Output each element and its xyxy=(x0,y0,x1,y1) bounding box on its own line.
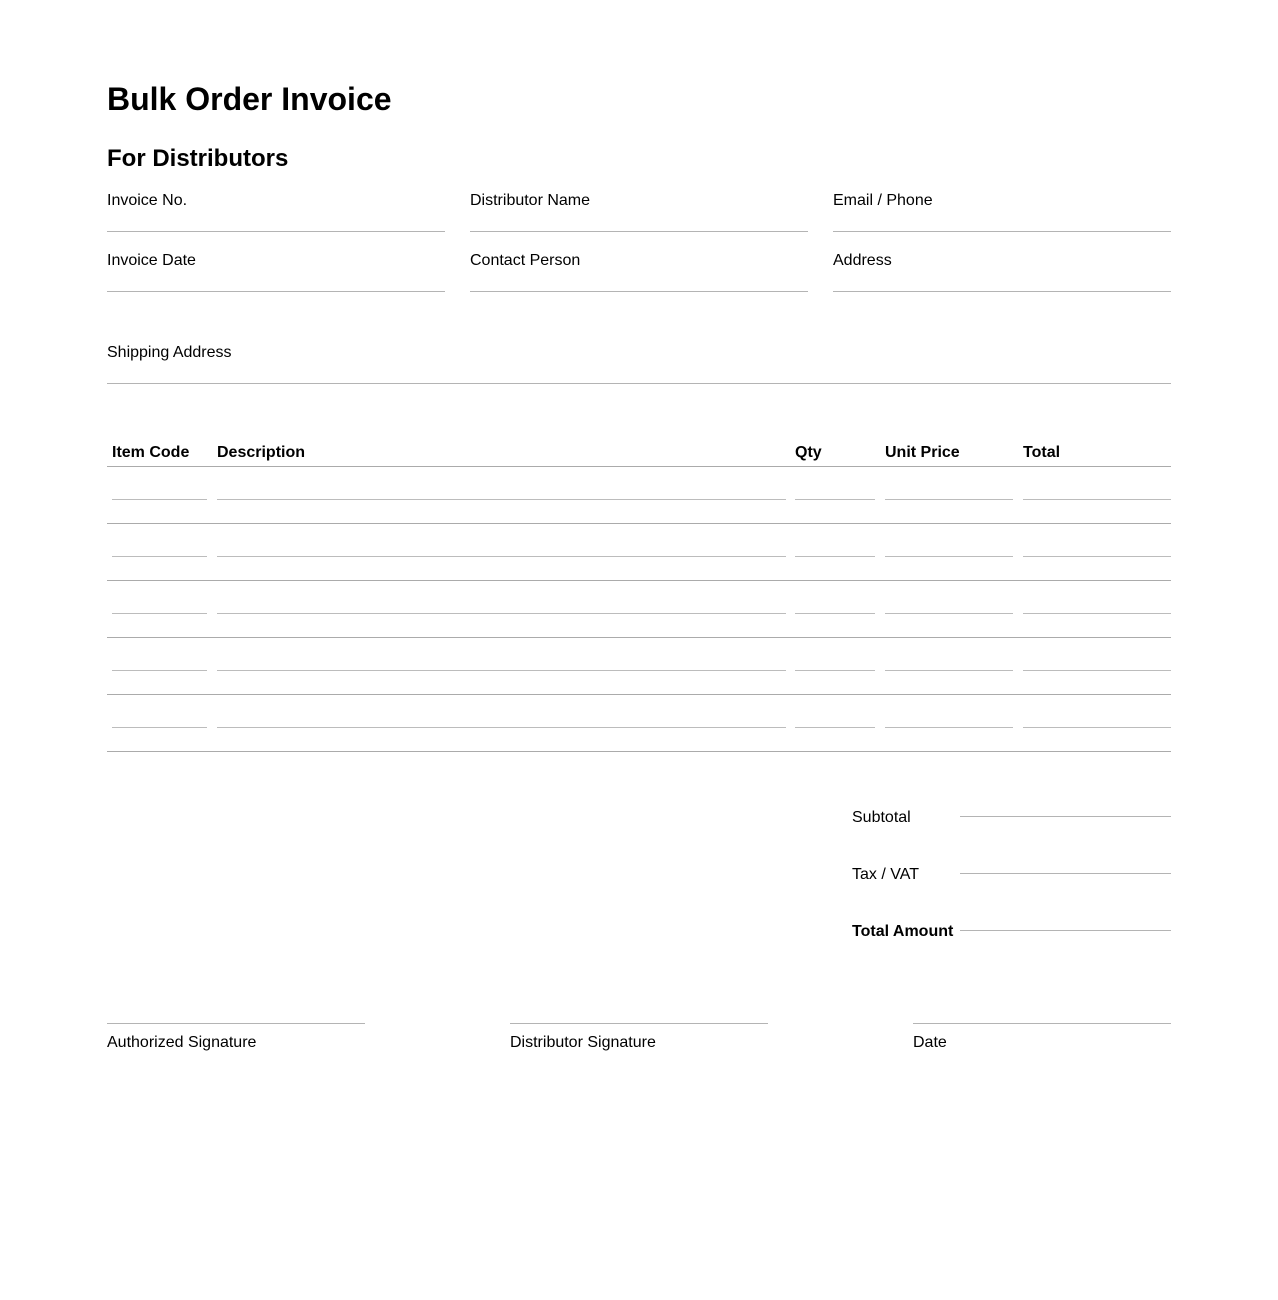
item-code-blank xyxy=(112,727,207,728)
authorized-signature-label: Authorized Signature xyxy=(107,1034,257,1051)
field-contact-person xyxy=(470,251,808,292)
distributor-name-blank xyxy=(470,210,808,232)
tax-vat-blank xyxy=(960,865,1171,874)
total-amount-row xyxy=(852,922,1171,941)
col-header-unit-price: Unit Price xyxy=(885,444,960,461)
subtotal-row xyxy=(852,808,1171,827)
distributor-signature-block xyxy=(510,1023,768,1052)
description-blank xyxy=(217,556,786,557)
invoice-date-blank xyxy=(107,270,445,292)
invoice-no-blank xyxy=(107,210,445,232)
field-email-phone xyxy=(833,191,1171,232)
items-table-header xyxy=(107,443,1171,467)
description-blank xyxy=(217,613,786,614)
item-code-blank xyxy=(112,613,207,614)
date-label: Date xyxy=(913,1034,947,1051)
item-row xyxy=(107,524,1171,581)
qty-blank xyxy=(795,613,875,614)
item-code-blank xyxy=(112,499,207,500)
total-amount-blank xyxy=(960,922,1171,931)
col-header-description: Description xyxy=(217,444,306,461)
item-row xyxy=(107,638,1171,695)
unit-price-blank xyxy=(885,556,1013,557)
qty-blank xyxy=(795,499,875,500)
qty-blank xyxy=(795,670,875,671)
date-block xyxy=(913,1023,1171,1052)
item-row xyxy=(107,695,1171,752)
subtotal-label: Subtotal xyxy=(852,809,911,826)
field-address xyxy=(833,251,1171,292)
contact-person-blank xyxy=(470,270,808,292)
total-blank xyxy=(1023,727,1171,728)
item-row xyxy=(107,581,1171,638)
email-phone-label: Email / Phone xyxy=(833,192,933,209)
unit-price-blank xyxy=(885,499,1013,500)
qty-blank xyxy=(795,727,875,728)
description-blank xyxy=(217,499,786,500)
total-blank xyxy=(1023,670,1171,671)
distributor-signature-label: Distributor Signature xyxy=(510,1034,656,1051)
field-invoice-date xyxy=(107,251,445,292)
field-shipping-address xyxy=(107,343,1171,384)
distributor-name-label: Distributor Name xyxy=(470,192,591,209)
totals-section xyxy=(852,808,1171,941)
col-header-qty: Qty xyxy=(795,444,822,461)
total-blank xyxy=(1023,499,1171,500)
invoice-no-label: Invoice No. xyxy=(107,192,188,209)
col-header-total: Total xyxy=(1023,444,1061,461)
authorized-signature-block xyxy=(107,1023,365,1052)
tax-vat-label: Tax / VAT xyxy=(852,866,919,883)
address-blank xyxy=(833,270,1171,292)
shipping-address-blank xyxy=(107,362,1171,384)
tax-row xyxy=(852,865,1171,884)
header-fields xyxy=(107,191,1171,292)
page-title: Bulk Order Invoice xyxy=(107,81,392,117)
email-phone-blank xyxy=(833,210,1171,232)
items-table-body xyxy=(107,467,1171,752)
item-code-blank xyxy=(112,556,207,557)
item-code-blank xyxy=(112,670,207,671)
description-blank xyxy=(217,670,786,671)
field-invoice-no xyxy=(107,191,445,232)
unit-price-blank xyxy=(885,727,1013,728)
item-row xyxy=(107,467,1171,524)
contact-person-label: Contact Person xyxy=(470,252,581,269)
total-amount-label: Total Amount xyxy=(852,923,954,940)
field-distributor-name xyxy=(470,191,808,232)
unit-price-blank xyxy=(885,613,1013,614)
address-label: Address xyxy=(833,252,892,269)
subtotal-blank xyxy=(960,808,1171,817)
shipping-address-label: Shipping Address xyxy=(107,344,232,361)
invoice-date-label: Invoice Date xyxy=(107,252,196,269)
unit-price-blank xyxy=(885,670,1013,671)
page-subtitle: For Distributors xyxy=(107,145,289,172)
col-header-item-code: Item Code xyxy=(112,444,190,461)
items-table xyxy=(107,443,1171,752)
qty-blank xyxy=(795,556,875,557)
signatures-section xyxy=(107,1023,1171,1052)
total-blank xyxy=(1023,613,1171,614)
description-blank xyxy=(217,727,786,728)
total-blank xyxy=(1023,556,1171,557)
